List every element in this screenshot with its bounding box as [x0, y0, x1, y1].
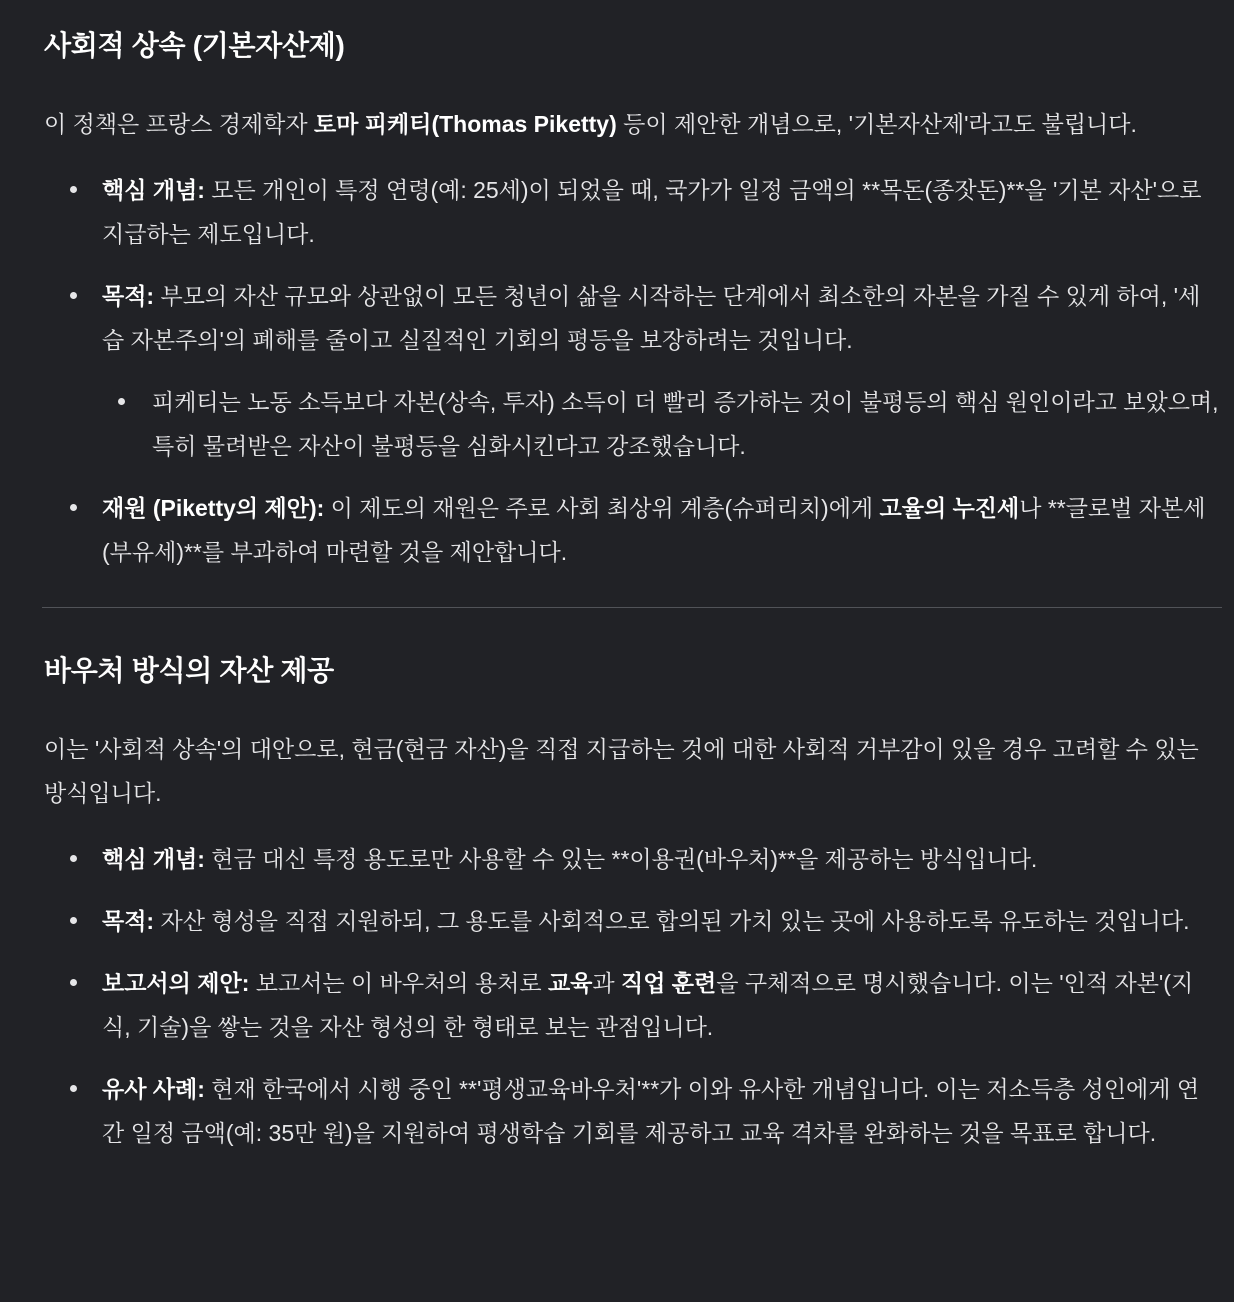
list-item-core-concept	[44, 837, 1220, 881]
bold-text: 유사 사례:	[102, 1076, 205, 1102]
list-item-text: 핵심 개념: 현금 대신 특정 용도로만 사용할 수 있는 **이용권(바우처)**을 제공하는 방식입니다.	[102, 846, 1038, 872]
list-item-similar-case	[44, 1067, 1220, 1155]
nested-bullet-list	[102, 380, 1220, 468]
list-item-text: 보고서의 제안: 보고서는 이 바우처의 용처로 교육과 직업 훈련을 구체적으로 명시했습니다. 이는 '인적 자본'(지식, 기술)을 쌓는 것을 자산 형성의 한 형태로 보는 관점입니다.	[102, 970, 1194, 1040]
bold-text: 핵심 개념:	[102, 846, 205, 872]
section1-bullet-list	[44, 168, 1220, 574]
section1-intro-paragraph: 이 정책은 프랑스 경제학자 토마 피케티(Thomas Piketty) 등이 제안한 개념으로, '기본자산제'라고도 불립니다.	[44, 111, 1137, 137]
bold-text: 토마 피케티(Thomas Piketty)	[313, 111, 617, 137]
list-item-report-proposal	[44, 961, 1220, 1049]
list-item-piketty-note	[102, 380, 1220, 468]
list-item-text: 재원 (Piketty의 제안): 이 제도의 재원은 주로 사회 최상위 계층(슈퍼리치)에게 고율의 누진세나 **글로벌 자본세(부유세)**를 부과하여 마련할 것을 제안합니다.	[102, 495, 1206, 565]
list-item-text: 목적: 부모의 자산 규모와 상관없이 모든 청년이 삶을 시작하는 단계에서 최소한의 자본을 가질 수 있게 하여, '세습 자본주의'의 폐해를 줄이고 실질적인 기회의 평등을 보장하려는 것입니다.	[102, 283, 1201, 353]
bold-text: 목적:	[102, 283, 155, 309]
list-item-text: 핵심 개념: 모든 개인이 특정 연령(예: 25세)이 되었을 때, 국가가 일정 금액의 **목돈(종잣돈)**을 '기본 자산'으로 지급하는 제도입니다.	[102, 177, 1202, 247]
section2-heading: 바우처 방식의 자산 제공	[44, 655, 334, 686]
list-item-funding	[44, 486, 1220, 574]
bold-text: 목적:	[102, 908, 155, 934]
list-item-purpose	[44, 899, 1220, 943]
list-item-text: 유사 사례: 현재 한국에서 시행 중인 **'평생교육바우처'**가 이와 유사한 개념입니다. 이는 저소득층 성인에게 연간 일정 금액(예: 35만 원)을 지원하여 평생학습 기회를 제공하고 교육 격차를 완화하는 것을 목표로 합니다.	[102, 1076, 1200, 1146]
section1-heading: 사회적 상속 (기본자산제)	[44, 30, 345, 61]
list-item-text: 목적: 자산 형성을 직접 지원하되, 그 용도를 사회적으로 합의된 가치 있는 곳에 사용하도록 유도하는 것입니다.	[102, 908, 1190, 934]
bold-text: 핵심 개념:	[102, 177, 205, 203]
bold-text: 재원 (Piketty의 제안):	[102, 495, 325, 521]
list-item-core-concept	[44, 168, 1220, 256]
list-item-text: 피케티는 노동 소득보다 자본(상속, 투자) 소득이 더 빨리 증가하는 것이 불평등의 핵심 원인이라고 보았으며, 특히 물려받은 자산이 불평등을 심화시킨다고 강조했습니다.	[152, 389, 1219, 459]
bold-text: 고율의 누진세	[879, 495, 1020, 521]
bold-text: 보고서의 제안:	[102, 970, 250, 996]
bold-text: 교육	[547, 970, 593, 996]
list-item-purpose	[44, 274, 1220, 468]
section2-bullet-list	[44, 837, 1220, 1155]
bold-text: 직업 훈련	[620, 970, 717, 996]
section2-intro-paragraph: 이는 '사회적 상속'의 대안으로, 현금(현금 자산)을 직접 지급하는 것에 대한 사회적 거부감이 있을 경우 고려할 수 있는 방식입니다.	[44, 736, 1199, 806]
section-divider	[42, 607, 1222, 608]
